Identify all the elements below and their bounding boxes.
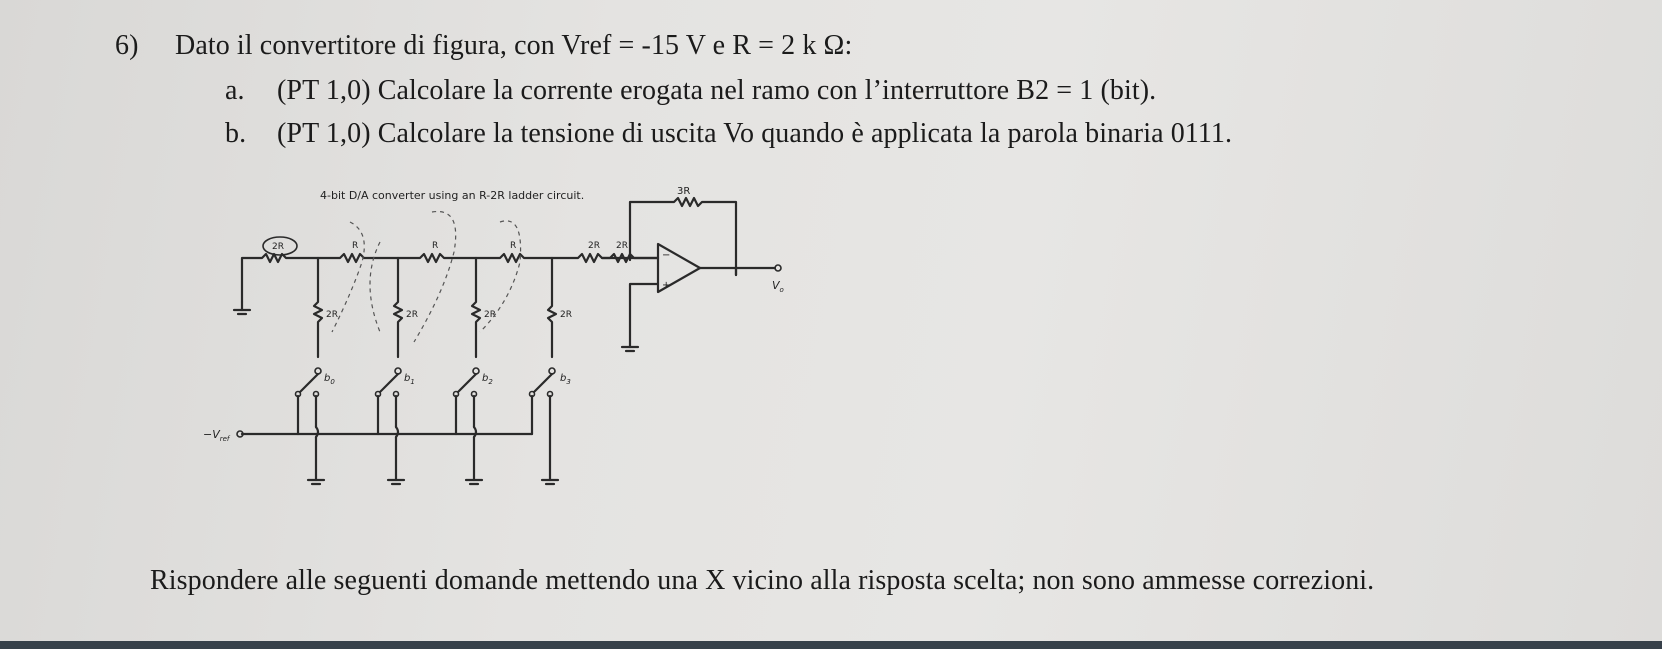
left-resistor-label: 2R	[272, 242, 284, 252]
opamp-minus: −	[662, 250, 671, 261]
opamp-plus: +	[662, 280, 671, 291]
switch-b1	[376, 368, 415, 480]
ladder-bus	[242, 254, 658, 302]
instructions-footer: Rispondere alle seguenti domande mettendo una X vicino alla risposta scelta; non sono ammesse correzioni.	[150, 565, 1375, 596]
item-text-a: (PT 1,0) Calcolare la corrente erogata nel ramo con l’interruttore B2 = 1 (bit).	[277, 75, 1157, 106]
feedback-resistor-label: 3R	[677, 186, 691, 197]
ground-opamp	[622, 347, 638, 351]
ground-b2	[466, 480, 482, 484]
shunt-branch-2	[472, 258, 496, 357]
shunt-label-3: 2R	[560, 310, 572, 320]
item-letter-a: a.	[225, 75, 245, 106]
switch-b3	[530, 368, 571, 480]
pencil-arc-4	[370, 242, 380, 332]
vref-label: $-V_{ref}$	[203, 428, 230, 443]
switch-label-b2: $b_2$	[482, 373, 493, 386]
question-item-a	[225, 75, 1156, 107]
ground-b3	[542, 480, 558, 484]
pencil-arc-2	[414, 212, 456, 343]
r2r-ladder-circuit	[200, 182, 840, 527]
shunt-branch-0	[314, 258, 338, 357]
shunt-label-2: 2R	[484, 310, 496, 320]
circuit-caption: 4-bit D/A converter using an R-2R ladder circuit.	[320, 189, 585, 202]
noninverting-ground-wire	[630, 284, 658, 347]
item-text-b: (PT 1,0) Calcolare la tensione di uscita Vo quando è applicata la parola binaria 0111.	[277, 118, 1233, 149]
switch-label-b0: $b_0$	[324, 373, 335, 386]
series-label-2: R	[510, 241, 517, 251]
switch-b0	[296, 368, 336, 480]
ground-b1	[388, 480, 404, 484]
feedback-wire	[630, 198, 736, 275]
input-resistor-label: 2R	[616, 241, 628, 251]
ground-left	[234, 302, 250, 314]
shunt-label-0: 2R	[326, 310, 338, 320]
series-label-1: R	[432, 241, 439, 251]
switch-label-b1: $b_1$	[404, 373, 415, 386]
question-title	[115, 30, 852, 62]
ground-b0	[308, 480, 324, 484]
question-title-text: Dato il convertitore di figura, con Vref = -15 V e R = 2 k Ω:	[175, 30, 853, 61]
shunt-branch-3	[548, 258, 572, 357]
bottom-border	[0, 641, 1662, 649]
series-label-0: R	[352, 241, 359, 251]
output-label: $V_o$	[772, 279, 784, 294]
switch-label-b3: $b_3$	[560, 373, 571, 386]
switch-b2	[454, 368, 494, 480]
question-item-b	[225, 118, 1232, 150]
question-number: 6)	[115, 30, 139, 61]
item-letter-b: b.	[225, 118, 247, 149]
series-label-3: 2R	[588, 241, 600, 251]
shunt-label-1: 2R	[406, 310, 418, 320]
